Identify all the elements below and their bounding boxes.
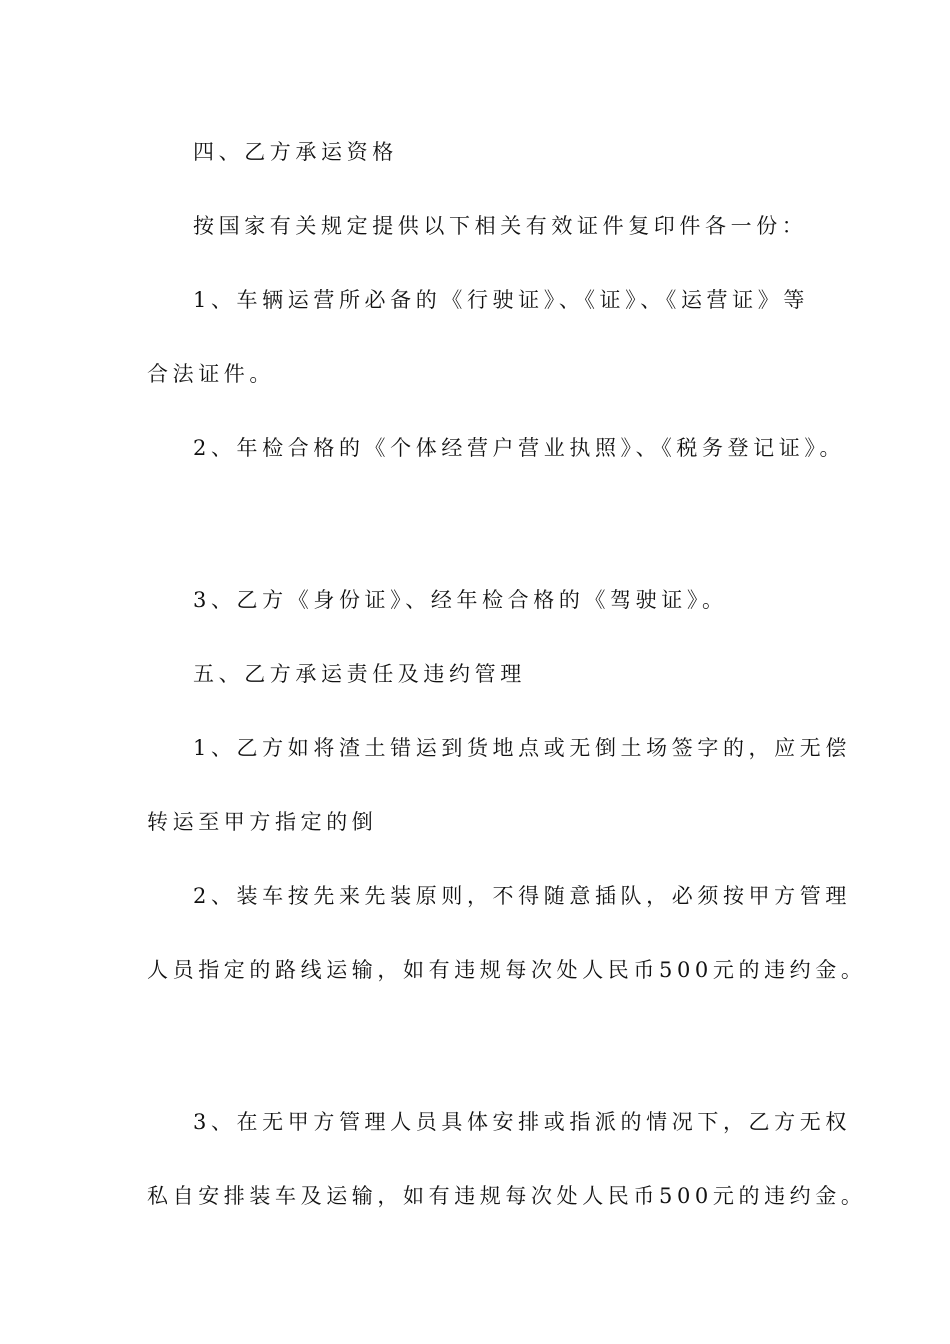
section-4-item-1: 1、车辆运营所必备的《行驶证》、《证》、《运营证》等 — [193, 288, 809, 312]
section-5-item-2: 2、装车按先来先装原则，不得随意插队，必须按甲方管理 — [193, 884, 851, 908]
section-5-item-3: 3、在无甲方管理人员具体安排或指派的情况下，乙方无权 — [193, 1110, 851, 1134]
section-5-item-2-cont: 人员指定的路线运输，如有违规每次处人民币500元的违约金。 — [147, 958, 867, 982]
section-5-heading: 五、乙方承运责任及违约管理 — [193, 662, 526, 686]
section-4-item-3: 3、乙方《身份证》、经年检合格的《驾驶证》。 — [193, 588, 728, 612]
section-4-intro: 按国家有关规定提供以下相关有效证件复印件各一份： — [193, 214, 808, 238]
section-4-item-2: 2、年检合格的《个体经营户营业执照》、《税务登记证》。 — [193, 436, 846, 460]
section-5-item-3-cont: 私自安排装车及运输，如有违规每次处人民币500元的违约金。 — [147, 1184, 867, 1208]
section-5-item-1-cont: 转运至甲方指定的倒 — [147, 810, 378, 834]
section-4-item-1-cont: 合法证件。 — [147, 362, 275, 386]
section-4-heading: 四、乙方承运资格 — [193, 140, 398, 164]
section-5-item-1: 1、乙方如将渣土错运到货地点或无倒土场签字的，应无偿 — [193, 736, 851, 760]
